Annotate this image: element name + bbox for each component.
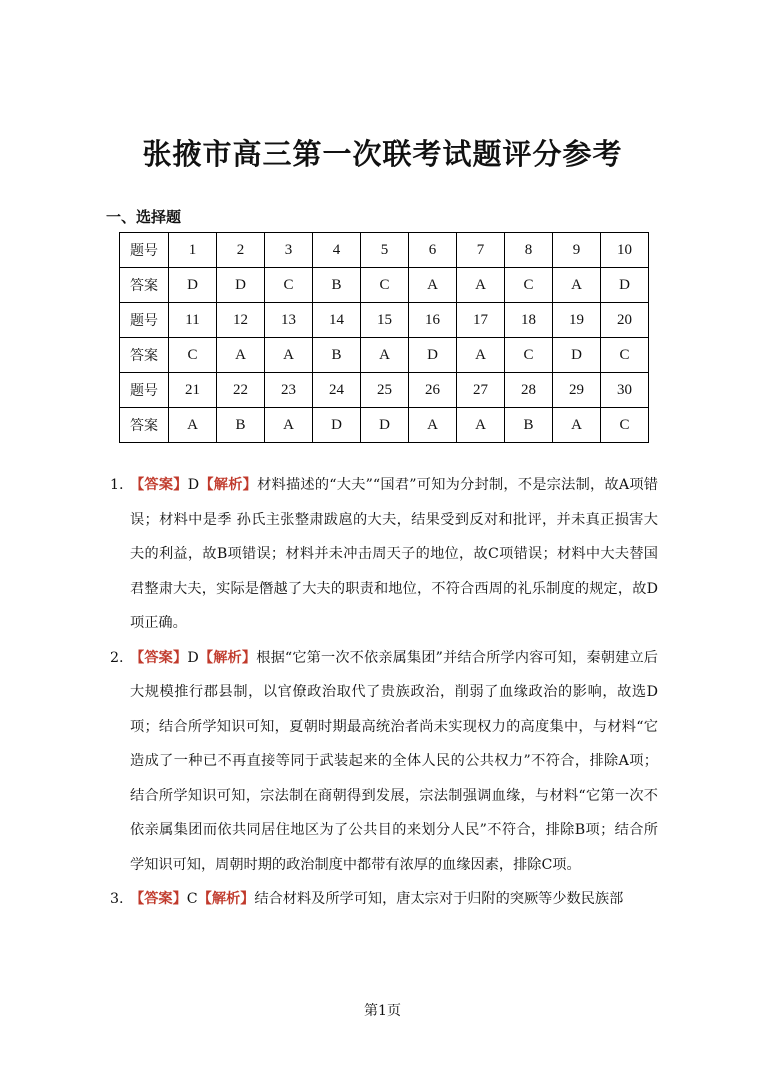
table-row bbox=[120, 373, 649, 408]
table-cell: 30 bbox=[601, 373, 649, 408]
table-cell: D bbox=[361, 408, 409, 443]
answer-tag: 【答案】 bbox=[130, 891, 187, 907]
table-cell: 1 bbox=[169, 233, 217, 268]
table-cell: D bbox=[553, 338, 601, 373]
table-cell: 7 bbox=[457, 233, 505, 268]
table-cell: 14 bbox=[313, 303, 361, 338]
table-row bbox=[120, 408, 649, 443]
table-cell: 15 bbox=[361, 303, 409, 338]
answer-table bbox=[119, 232, 649, 443]
table-cell: 28 bbox=[505, 373, 553, 408]
table-cell: 16 bbox=[409, 303, 457, 338]
table-cell: 3 bbox=[265, 233, 313, 268]
table-cell: A bbox=[265, 338, 313, 373]
table-cell: A bbox=[217, 338, 265, 373]
table-row bbox=[120, 303, 649, 338]
table-cell: A bbox=[409, 408, 457, 443]
table-cell: 27 bbox=[457, 373, 505, 408]
table-cell: B bbox=[313, 338, 361, 373]
analysis-text: 根据“它第一次不依亲属集团”并结合所学内容可知，秦朝建立后大规模推行郡县制，以官僚政治取代了贵族政治，削弱了血缘政治的影响，故选D项；结合所学知识可知，夏朝时期最高统治者尚未实现权力的高度集中，与材料“它造成了一种已不再直接等同于武装起来的全体人民的公共权力”不符合，排除A项；结合所学知识可知，宗法制在商朝得到发展，宗法制强调血缘，与材料“它第一次不依亲属集团而依共同居住地区为了公共目的来划分人民”不符合，排除B项；结合所学知识可知，周朝时期的政治制度中都带有浓厚的血缘因素，排除C项。 bbox=[130, 649, 658, 873]
explanation-list bbox=[110, 468, 658, 917]
table-cell: C bbox=[169, 338, 217, 373]
analysis-tag: 【解析】 bbox=[198, 649, 257, 666]
table-cell: 19 bbox=[553, 303, 601, 338]
table-cell: 5 bbox=[361, 233, 409, 268]
table-cell: 10 bbox=[601, 233, 649, 268]
item-number: 1. bbox=[110, 477, 124, 493]
table-cell: 29 bbox=[553, 373, 601, 408]
table-cell: A bbox=[169, 408, 217, 443]
table-cell: D bbox=[169, 268, 217, 303]
page-number: 第1页 bbox=[364, 1003, 401, 1019]
answer-tag: 【答案】 bbox=[130, 477, 188, 493]
table-cell: 8 bbox=[505, 233, 553, 268]
table-cell: A bbox=[553, 268, 601, 303]
table-cell: 23 bbox=[265, 373, 313, 408]
table-cell: 17 bbox=[457, 303, 505, 338]
table-cell: 13 bbox=[265, 303, 313, 338]
table-cell: C bbox=[505, 268, 553, 303]
table-cell: 26 bbox=[409, 373, 457, 408]
list-item bbox=[110, 882, 658, 917]
table-row bbox=[120, 338, 649, 373]
table-cell: B bbox=[313, 268, 361, 303]
page-title: 张掖市高三第一次联考试题评分参考 bbox=[142, 137, 623, 171]
table-cell: 6 bbox=[409, 233, 457, 268]
analysis-text: 材料描述的“大夫”“国君”可知为分封制，不是宗法制，故A项错误；材料中是季 孙氏主张整肃跋扈的大夫，结果受到反对和批评，并未真正损害大夫的利益，故B项错误；材料并未冲击周天子的地位，故C项错误；材料中大夫替国君整肃大夫，实际是僭越了大夫的职责和地位，不符合西周的礼乐制度的规定，故D项正确。 bbox=[130, 477, 658, 631]
table-cell: 21 bbox=[169, 373, 217, 408]
section-heading: 一、选择题 bbox=[106, 208, 182, 226]
table-cell: 12 bbox=[217, 303, 265, 338]
analysis-tag: 【解析】 bbox=[197, 891, 255, 907]
table-row bbox=[120, 268, 649, 303]
table-cell: D bbox=[217, 268, 265, 303]
analysis-tag: 【解析】 bbox=[199, 477, 258, 493]
table-row bbox=[120, 233, 649, 268]
table-cell: 22 bbox=[217, 373, 265, 408]
answer-letter: D bbox=[187, 649, 199, 666]
table-cell: C bbox=[265, 268, 313, 303]
table-cell: 2 bbox=[217, 233, 265, 268]
row-label: 答案 bbox=[120, 338, 169, 373]
table-cell: A bbox=[265, 408, 313, 443]
analysis-text: 结合材料及所学可知，唐太宗对于归附的突厥等少数民族部 bbox=[254, 891, 624, 907]
row-label: 题号 bbox=[120, 233, 169, 268]
row-label: 答案 bbox=[120, 268, 169, 303]
table-cell: 9 bbox=[553, 233, 601, 268]
table-cell: 11 bbox=[169, 303, 217, 338]
table-cell: A bbox=[409, 268, 457, 303]
table-cell: A bbox=[457, 408, 505, 443]
table-cell: A bbox=[457, 268, 505, 303]
table-cell: 24 bbox=[313, 373, 361, 408]
table-cell: 20 bbox=[601, 303, 649, 338]
row-label: 题号 bbox=[120, 373, 169, 408]
answer-letter: D bbox=[187, 477, 200, 493]
table-cell: 25 bbox=[361, 373, 409, 408]
answer-letter: C bbox=[186, 891, 198, 907]
table-cell: D bbox=[601, 268, 649, 303]
table-cell: B bbox=[505, 408, 553, 443]
row-label: 题号 bbox=[120, 303, 169, 338]
table-cell: B bbox=[217, 408, 265, 443]
list-item bbox=[110, 468, 658, 641]
table-cell: A bbox=[457, 338, 505, 373]
table-cell: D bbox=[409, 338, 457, 373]
table-cell: C bbox=[505, 338, 553, 373]
table-cell: C bbox=[601, 338, 649, 373]
table-cell: A bbox=[361, 338, 409, 373]
table-cell: 18 bbox=[505, 303, 553, 338]
table-cell: A bbox=[553, 408, 601, 443]
table-cell: D bbox=[313, 408, 361, 443]
item-number: 3. bbox=[110, 891, 124, 907]
answer-tag: 【答案】 bbox=[130, 649, 188, 666]
row-label: 答案 bbox=[120, 408, 169, 443]
table-cell: 4 bbox=[313, 233, 361, 268]
item-number: 2. bbox=[110, 649, 124, 666]
table-cell: C bbox=[361, 268, 409, 303]
list-item bbox=[110, 641, 658, 883]
table-cell: C bbox=[601, 408, 649, 443]
